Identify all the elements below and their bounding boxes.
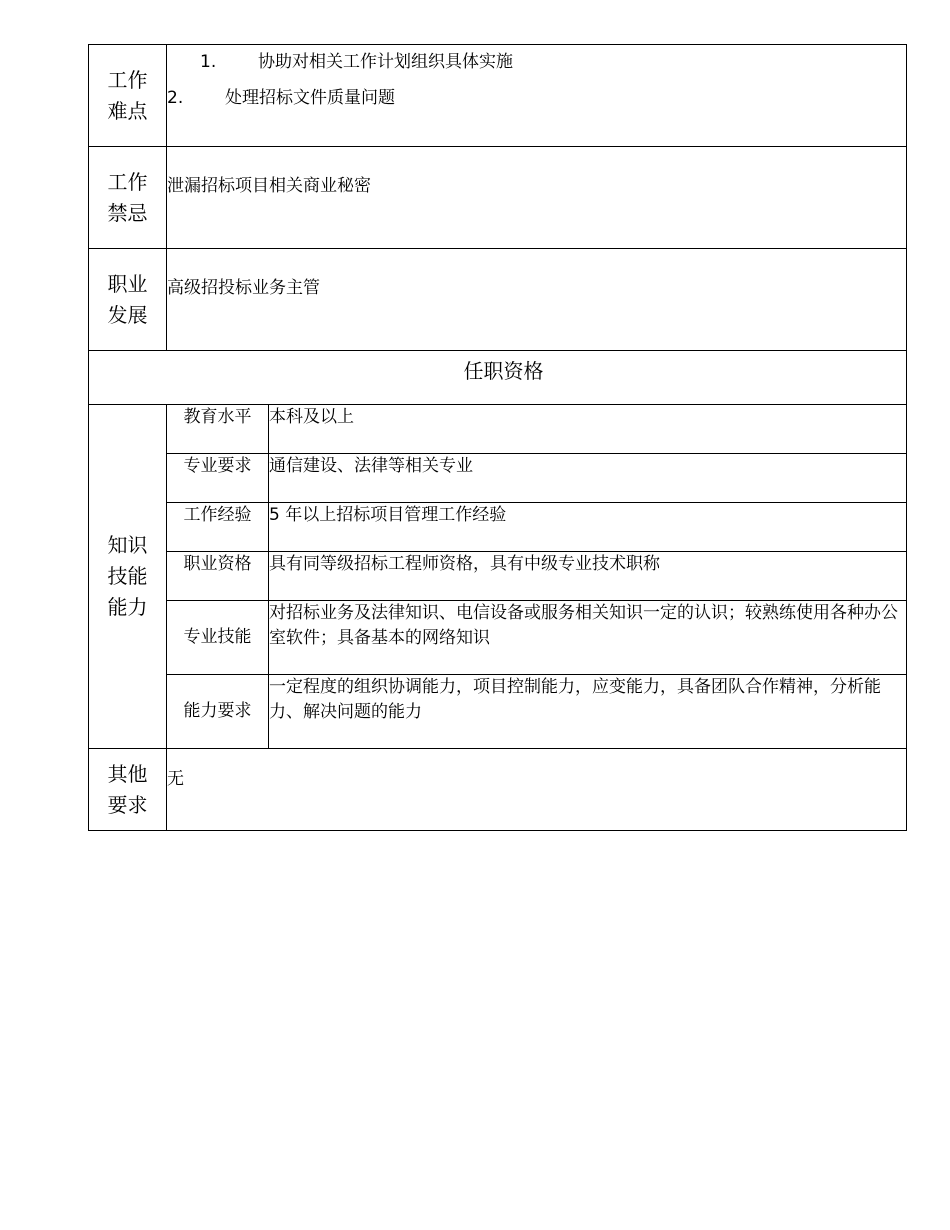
other-content — [167, 749, 907, 831]
qualification-value: 5 年以上招标项目管理工作经验 — [269, 503, 907, 552]
qualifications-header-text: 任职资格 — [463, 359, 544, 383]
career-label-line-2: 发展 — [107, 302, 148, 327]
qualification-value: 本科及以上 — [269, 405, 907, 454]
qualification-row — [89, 503, 907, 552]
difficulty-item-number: 1. — [200, 52, 217, 72]
skills-group-label-line-3: 能力 — [107, 595, 148, 619]
qualification-label: 职业资格 — [167, 552, 269, 601]
qualification-row — [89, 675, 907, 749]
qualification-row — [89, 454, 907, 503]
career-content — [167, 249, 907, 351]
qualification-row — [89, 552, 907, 601]
difficulty-item-text: 协助对相关工作计划组织具体实施 — [258, 52, 513, 72]
career-label — [89, 249, 167, 351]
qualifications-header — [89, 351, 907, 405]
qualification-label: 能力要求 — [167, 675, 269, 749]
qualification-value: 一定程度的组织协调能力，项目控制能力，应变能力，具备团队合作精神，分析能力、解决问题的能力 — [269, 675, 907, 749]
taboo-label-line-1: 工作 — [107, 169, 148, 194]
skills-group-label-line-1: 知识 — [107, 533, 148, 557]
qualification-label: 教育水平 — [167, 405, 269, 454]
other-label-line-2: 要求 — [107, 792, 148, 817]
difficulty-item — [167, 86, 906, 111]
qualification-label: 专业技能 — [167, 601, 269, 675]
taboo-row — [89, 147, 907, 249]
career-row — [89, 249, 907, 351]
skills-group-label — [89, 405, 167, 749]
difficulty-label-line-1: 工作 — [107, 67, 148, 92]
difficulty-content — [167, 45, 907, 147]
taboo-text: 泄漏招标项目相关商业秘密 — [167, 176, 371, 196]
taboo-label — [89, 147, 167, 249]
qualification-value: 通信建设、法律等相关专业 — [269, 454, 907, 503]
qualification-row — [89, 601, 907, 675]
difficulty-item-text: 处理招标文件质量问题 — [225, 88, 395, 108]
qualifications-header-row — [89, 351, 907, 405]
skills-group-label-line-2: 技能 — [107, 564, 148, 588]
qualification-value: 对招标业务及法律知识、电信设备或服务相关知识一定的认识；较熟练使用各种办公室软件；具备基本的网络知识 — [269, 601, 907, 675]
qualification-value: 具有同等级招标工程师资格，具有中级专业技术职称 — [269, 552, 907, 601]
difficulty-label — [89, 45, 167, 147]
job-description-table — [88, 44, 907, 831]
career-text: 高级招投标业务主管 — [167, 278, 320, 298]
taboo-label-line-2: 禁忌 — [107, 200, 148, 225]
difficulty-row — [89, 45, 907, 147]
qualification-label: 专业要求 — [167, 454, 269, 503]
difficulty-label-line-2: 难点 — [107, 98, 148, 123]
qualification-row — [89, 405, 907, 454]
other-label — [89, 749, 167, 831]
difficulty-item-number: 2. — [167, 88, 184, 108]
other-text: 无 — [167, 769, 184, 789]
qualification-label: 工作经验 — [167, 503, 269, 552]
other-label-line-1: 其他 — [107, 761, 148, 786]
taboo-content — [167, 147, 907, 249]
difficulty-item — [167, 50, 906, 75]
career-label-line-1: 职业 — [107, 271, 148, 296]
other-row — [89, 749, 907, 831]
